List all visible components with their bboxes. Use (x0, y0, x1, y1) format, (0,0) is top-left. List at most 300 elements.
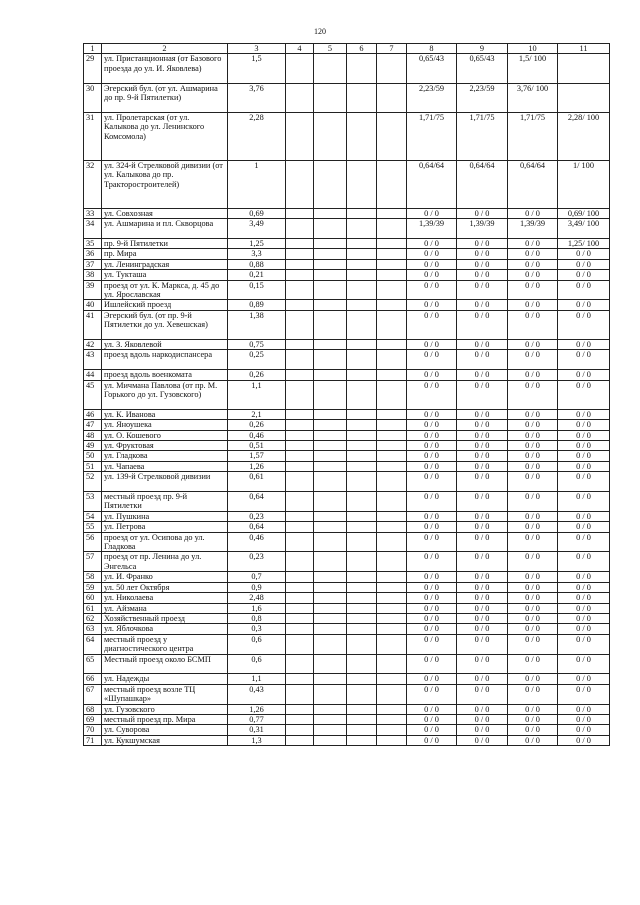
value-col-9: 0 / 0 (457, 582, 508, 592)
empty-cell (286, 83, 314, 112)
empty-cell (377, 582, 407, 592)
empty-cell (377, 492, 407, 512)
value-col-11: 0 / 0 (558, 654, 610, 674)
road-name: проезд вдоль наркодиспансера (102, 350, 228, 370)
value-col-10: 0 / 0 (508, 492, 558, 512)
value-col-11: 0 / 0 (558, 420, 610, 430)
empty-cell (347, 451, 377, 461)
table-row (84, 54, 610, 83)
road-length: 0,46 (228, 532, 286, 552)
empty-cell (286, 280, 314, 300)
empty-cell (314, 300, 347, 310)
empty-cell (347, 238, 377, 248)
value-col-11: 0 / 0 (558, 340, 610, 350)
value-col-9: 0 / 0 (457, 511, 508, 521)
header-cell: 1 (84, 44, 102, 54)
empty-cell (286, 714, 314, 724)
value-col-8: 0 / 0 (407, 613, 457, 623)
table-row (84, 259, 610, 269)
value-col-8: 0 / 0 (407, 259, 457, 269)
row-number: 46 (84, 409, 102, 419)
road-name: ул. Фруктовая (102, 441, 228, 451)
road-length: 1,1 (228, 674, 286, 684)
road-length: 0,25 (228, 350, 286, 370)
value-col-8: 0 / 0 (407, 735, 457, 745)
empty-cell (286, 249, 314, 259)
empty-cell (377, 54, 407, 83)
table-row (84, 674, 610, 684)
empty-cell (314, 634, 347, 654)
road-name: ул. 50 лет Октября (102, 582, 228, 592)
empty-cell (286, 704, 314, 714)
road-length: 3,76 (228, 83, 286, 112)
empty-cell (347, 552, 377, 572)
value-col-8: 0 / 0 (407, 572, 457, 582)
empty-cell (377, 684, 407, 704)
row-number: 36 (84, 249, 102, 259)
value-col-11: 0 / 0 (558, 430, 610, 440)
value-col-10: 0 / 0 (508, 280, 558, 300)
empty-cell (377, 112, 407, 160)
value-col-9: 0 / 0 (457, 472, 508, 492)
empty-cell (347, 270, 377, 280)
value-col-8: 0 / 0 (407, 270, 457, 280)
table-row (84, 532, 610, 552)
value-col-10: 0,64/64 (508, 160, 558, 208)
road-name: местный проезд пр. 9-й Пятилетки (102, 492, 228, 512)
row-number: 29 (84, 54, 102, 83)
road-length: 3,3 (228, 249, 286, 259)
value-col-8: 0 / 0 (407, 409, 457, 419)
header-cell: 11 (558, 44, 610, 54)
empty-cell (314, 674, 347, 684)
empty-cell (286, 654, 314, 674)
road-name: ул. И. Франко (102, 572, 228, 582)
value-col-8: 0 / 0 (407, 350, 457, 370)
row-number: 37 (84, 259, 102, 269)
empty-cell (347, 593, 377, 603)
value-col-9: 0 / 0 (457, 380, 508, 409)
value-col-9: 0 / 0 (457, 350, 508, 370)
value-col-10: 1,39/39 (508, 219, 558, 239)
table-row (84, 654, 610, 674)
row-number: 31 (84, 112, 102, 160)
value-col-11: 0 / 0 (558, 409, 610, 419)
row-number: 39 (84, 280, 102, 300)
value-col-11: 0 / 0 (558, 492, 610, 512)
empty-cell (286, 582, 314, 592)
table-row (84, 714, 610, 724)
value-col-9: 0 / 0 (457, 420, 508, 430)
value-col-10: 0 / 0 (508, 654, 558, 674)
row-number: 45 (84, 380, 102, 409)
value-col-9: 0 / 0 (457, 310, 508, 339)
value-col-11 (558, 83, 610, 112)
road-name: ул. Мичмана Павлова (от пр. М. Горького до ул. Гузовского) (102, 380, 228, 409)
value-col-8: 0 / 0 (407, 684, 457, 704)
empty-cell (347, 380, 377, 409)
value-col-8: 0 / 0 (407, 461, 457, 471)
empty-cell (377, 420, 407, 430)
header-cell: 2 (102, 44, 228, 54)
empty-cell (314, 208, 347, 218)
value-col-8: 0 / 0 (407, 593, 457, 603)
empty-cell (314, 160, 347, 208)
road-length: 0,8 (228, 613, 286, 623)
row-number: 40 (84, 300, 102, 310)
table-row (84, 409, 610, 419)
empty-cell (314, 340, 347, 350)
empty-cell (377, 300, 407, 310)
value-col-8: 0 / 0 (407, 280, 457, 300)
value-col-10: 0 / 0 (508, 208, 558, 218)
value-col-9: 0 / 0 (457, 340, 508, 350)
value-col-11: 0 / 0 (558, 603, 610, 613)
empty-cell (314, 350, 347, 370)
empty-cell (347, 674, 377, 684)
empty-cell (314, 572, 347, 582)
road-length: 0,61 (228, 472, 286, 492)
empty-cell (377, 451, 407, 461)
empty-cell (314, 593, 347, 603)
table-row (84, 380, 610, 409)
road-length: 0,3 (228, 624, 286, 634)
empty-cell (286, 340, 314, 350)
empty-cell (377, 249, 407, 259)
empty-cell (347, 370, 377, 380)
value-col-8: 0 / 0 (407, 674, 457, 684)
road-name: ул. Пролетарская (от ул. Калыкова до ул. Ленинского Комсомола) (102, 112, 228, 160)
value-col-11: 0 / 0 (558, 613, 610, 623)
table-row (84, 451, 610, 461)
road-length: 3,49 (228, 219, 286, 239)
empty-cell (377, 472, 407, 492)
value-col-11: 0 / 0 (558, 451, 610, 461)
empty-cell (314, 492, 347, 512)
road-length: 1,1 (228, 380, 286, 409)
empty-cell (377, 238, 407, 248)
empty-cell (377, 654, 407, 674)
road-name: ул. Тукташа (102, 270, 228, 280)
empty-cell (286, 420, 314, 430)
value-col-10: 0 / 0 (508, 259, 558, 269)
empty-cell (286, 112, 314, 160)
value-col-9: 0 / 0 (457, 430, 508, 440)
empty-cell (377, 409, 407, 419)
road-length: 2,28 (228, 112, 286, 160)
empty-cell (314, 532, 347, 552)
value-col-8: 0 / 0 (407, 492, 457, 512)
value-col-9: 0 / 0 (457, 725, 508, 735)
road-name: ул. 139-й Стрелковой дивизии (102, 472, 228, 492)
empty-cell (347, 522, 377, 532)
row-number: 34 (84, 219, 102, 239)
empty-cell (377, 532, 407, 552)
empty-cell (314, 54, 347, 83)
empty-cell (314, 472, 347, 492)
value-col-9: 0 / 0 (457, 441, 508, 451)
row-number: 68 (84, 704, 102, 714)
empty-cell (314, 684, 347, 704)
empty-cell (377, 593, 407, 603)
value-col-9: 0 / 0 (457, 572, 508, 582)
empty-cell (377, 603, 407, 613)
table-row (84, 219, 610, 239)
roads-table (83, 43, 610, 746)
value-col-8: 0 / 0 (407, 704, 457, 714)
value-col-10: 0 / 0 (508, 270, 558, 280)
row-number: 44 (84, 370, 102, 380)
empty-cell (347, 340, 377, 350)
empty-cell (347, 409, 377, 419)
value-col-11: 2,28/ 100 (558, 112, 610, 160)
road-length: 0,89 (228, 300, 286, 310)
empty-cell (347, 582, 377, 592)
road-name: ул. Кукшумская (102, 735, 228, 745)
empty-cell (377, 704, 407, 714)
value-col-10: 0 / 0 (508, 300, 558, 310)
road-name: Эгерский бул. (от пр. 9-й Пятилетки до ул. Хевешская) (102, 310, 228, 339)
empty-cell (286, 259, 314, 269)
empty-cell (314, 624, 347, 634)
row-number: 49 (84, 441, 102, 451)
value-col-11: 0 / 0 (558, 259, 610, 269)
empty-cell (347, 725, 377, 735)
empty-cell (286, 370, 314, 380)
table-row (84, 552, 610, 572)
road-length: 0,69 (228, 208, 286, 218)
road-name: ул. К. Иванова (102, 409, 228, 419)
table-row (84, 704, 610, 714)
empty-cell (314, 238, 347, 248)
empty-cell (286, 593, 314, 603)
road-name: ул. Яноушека (102, 420, 228, 430)
road-length: 0,6 (228, 654, 286, 674)
road-name: ул. Пристанционная (от Базового проезда до ул. И. Яковлева) (102, 54, 228, 83)
road-name: Хозяйственный проезд (102, 613, 228, 623)
empty-cell (314, 219, 347, 239)
empty-cell (286, 160, 314, 208)
value-col-9: 0 / 0 (457, 704, 508, 714)
value-col-8: 0 / 0 (407, 238, 457, 248)
empty-cell (286, 511, 314, 521)
row-number: 71 (84, 735, 102, 745)
empty-cell (347, 350, 377, 370)
row-number: 53 (84, 492, 102, 512)
value-col-8: 0 / 0 (407, 208, 457, 218)
road-name: ул. Надежды (102, 674, 228, 684)
row-number: 54 (84, 511, 102, 521)
empty-cell (347, 112, 377, 160)
road-name: ул. Гладкова (102, 451, 228, 461)
value-col-10: 0 / 0 (508, 674, 558, 684)
value-col-8: 0 / 0 (407, 300, 457, 310)
empty-cell (314, 582, 347, 592)
empty-cell (347, 420, 377, 430)
table-row (84, 350, 610, 370)
empty-cell (347, 613, 377, 623)
empty-cell (286, 208, 314, 218)
header-cell: 6 (347, 44, 377, 54)
road-name: пр. Мира (102, 249, 228, 259)
header-row (84, 44, 610, 54)
value-col-8: 0,64/64 (407, 160, 457, 208)
empty-cell (286, 380, 314, 409)
value-col-9: 0 / 0 (457, 624, 508, 634)
value-col-9: 0,64/64 (457, 160, 508, 208)
table-row (84, 280, 610, 300)
header-cell: 3 (228, 44, 286, 54)
empty-cell (347, 624, 377, 634)
empty-cell (347, 735, 377, 745)
header-cell: 7 (377, 44, 407, 54)
empty-cell (286, 634, 314, 654)
empty-cell (347, 300, 377, 310)
value-col-10: 0 / 0 (508, 593, 558, 603)
value-col-9: 0,65/43 (457, 54, 508, 83)
value-col-8: 2,23/59 (407, 83, 457, 112)
empty-cell (286, 572, 314, 582)
value-col-11: 0,69/ 100 (558, 208, 610, 218)
empty-cell (286, 624, 314, 634)
empty-cell (286, 603, 314, 613)
empty-cell (314, 270, 347, 280)
empty-cell (314, 603, 347, 613)
empty-cell (314, 249, 347, 259)
value-col-10: 0 / 0 (508, 572, 558, 582)
value-col-9: 0 / 0 (457, 634, 508, 654)
value-col-10: 0 / 0 (508, 238, 558, 248)
value-col-8: 0 / 0 (407, 430, 457, 440)
value-col-10: 0 / 0 (508, 634, 558, 654)
value-col-11: 0 / 0 (558, 350, 610, 370)
empty-cell (286, 270, 314, 280)
road-name: Ишлейский проезд (102, 300, 228, 310)
value-col-9: 0 / 0 (457, 522, 508, 532)
empty-cell (377, 714, 407, 724)
value-col-10: 0 / 0 (508, 582, 558, 592)
row-number: 30 (84, 83, 102, 112)
value-col-8: 0 / 0 (407, 441, 457, 451)
road-name: ул. О. Кошевого (102, 430, 228, 440)
table-row (84, 249, 610, 259)
empty-cell (286, 492, 314, 512)
empty-cell (314, 370, 347, 380)
value-col-11: 0 / 0 (558, 380, 610, 409)
value-col-8: 0 / 0 (407, 420, 457, 430)
value-col-11: 0 / 0 (558, 522, 610, 532)
empty-cell (377, 83, 407, 112)
road-length: 2,1 (228, 409, 286, 419)
value-col-8: 0 / 0 (407, 603, 457, 613)
table-row (84, 112, 610, 160)
empty-cell (377, 208, 407, 218)
value-col-8: 0 / 0 (407, 624, 457, 634)
road-length: 0,6 (228, 634, 286, 654)
empty-cell (347, 654, 377, 674)
empty-cell (377, 430, 407, 440)
value-col-10: 0 / 0 (508, 350, 558, 370)
row-number: 56 (84, 532, 102, 552)
row-number: 48 (84, 430, 102, 440)
empty-cell (377, 572, 407, 582)
value-col-8: 0 / 0 (407, 725, 457, 735)
empty-cell (286, 532, 314, 552)
road-name: Эгерский бул. (от ул. Ашмарина до пр. 9-й Пятилетки) (102, 83, 228, 112)
value-col-9: 0 / 0 (457, 249, 508, 259)
row-number: 33 (84, 208, 102, 218)
empty-cell (314, 259, 347, 269)
value-col-11 (558, 54, 610, 83)
value-col-8: 0 / 0 (407, 310, 457, 339)
value-col-11: 0 / 0 (558, 441, 610, 451)
row-number: 38 (84, 270, 102, 280)
empty-cell (377, 340, 407, 350)
empty-cell (314, 310, 347, 339)
road-name: ул. Суворова (102, 725, 228, 735)
road-name: пр. 9-й Пятилетки (102, 238, 228, 248)
value-col-10: 0 / 0 (508, 704, 558, 714)
road-length: 0,75 (228, 340, 286, 350)
value-col-11: 1/ 100 (558, 160, 610, 208)
table-row (84, 430, 610, 440)
value-col-10: 0 / 0 (508, 552, 558, 572)
table-row (84, 83, 610, 112)
value-col-11: 0 / 0 (558, 511, 610, 521)
header-cell: 10 (508, 44, 558, 54)
empty-cell (286, 522, 314, 532)
empty-cell (314, 83, 347, 112)
empty-cell (314, 112, 347, 160)
empty-cell (377, 735, 407, 745)
road-name: ул. Совхозная (102, 208, 228, 218)
table-row (84, 624, 610, 634)
empty-cell (314, 461, 347, 471)
value-col-10: 0 / 0 (508, 613, 558, 623)
table-row (84, 370, 610, 380)
empty-cell (314, 420, 347, 430)
value-col-11: 0 / 0 (558, 370, 610, 380)
value-col-10: 0 / 0 (508, 532, 558, 552)
value-col-10: 0 / 0 (508, 420, 558, 430)
empty-cell (347, 208, 377, 218)
empty-cell (347, 511, 377, 521)
row-number: 57 (84, 552, 102, 572)
empty-cell (286, 409, 314, 419)
road-length: 0,7 (228, 572, 286, 582)
empty-cell (377, 441, 407, 451)
value-col-9: 0 / 0 (457, 238, 508, 248)
road-length: 0,23 (228, 552, 286, 572)
value-col-11: 0 / 0 (558, 461, 610, 471)
header-cell: 8 (407, 44, 457, 54)
empty-cell (377, 634, 407, 654)
road-length: 0,15 (228, 280, 286, 300)
empty-cell (286, 674, 314, 684)
value-col-11: 0 / 0 (558, 532, 610, 552)
road-name: ул. Пушкина (102, 511, 228, 521)
empty-cell (347, 441, 377, 451)
table-row (84, 634, 610, 654)
value-col-9: 0 / 0 (457, 603, 508, 613)
road-length: 0,88 (228, 259, 286, 269)
road-length: 1,38 (228, 310, 286, 339)
empty-cell (314, 735, 347, 745)
row-number: 47 (84, 420, 102, 430)
empty-cell (377, 270, 407, 280)
value-col-10: 0 / 0 (508, 249, 558, 259)
row-number: 41 (84, 310, 102, 339)
